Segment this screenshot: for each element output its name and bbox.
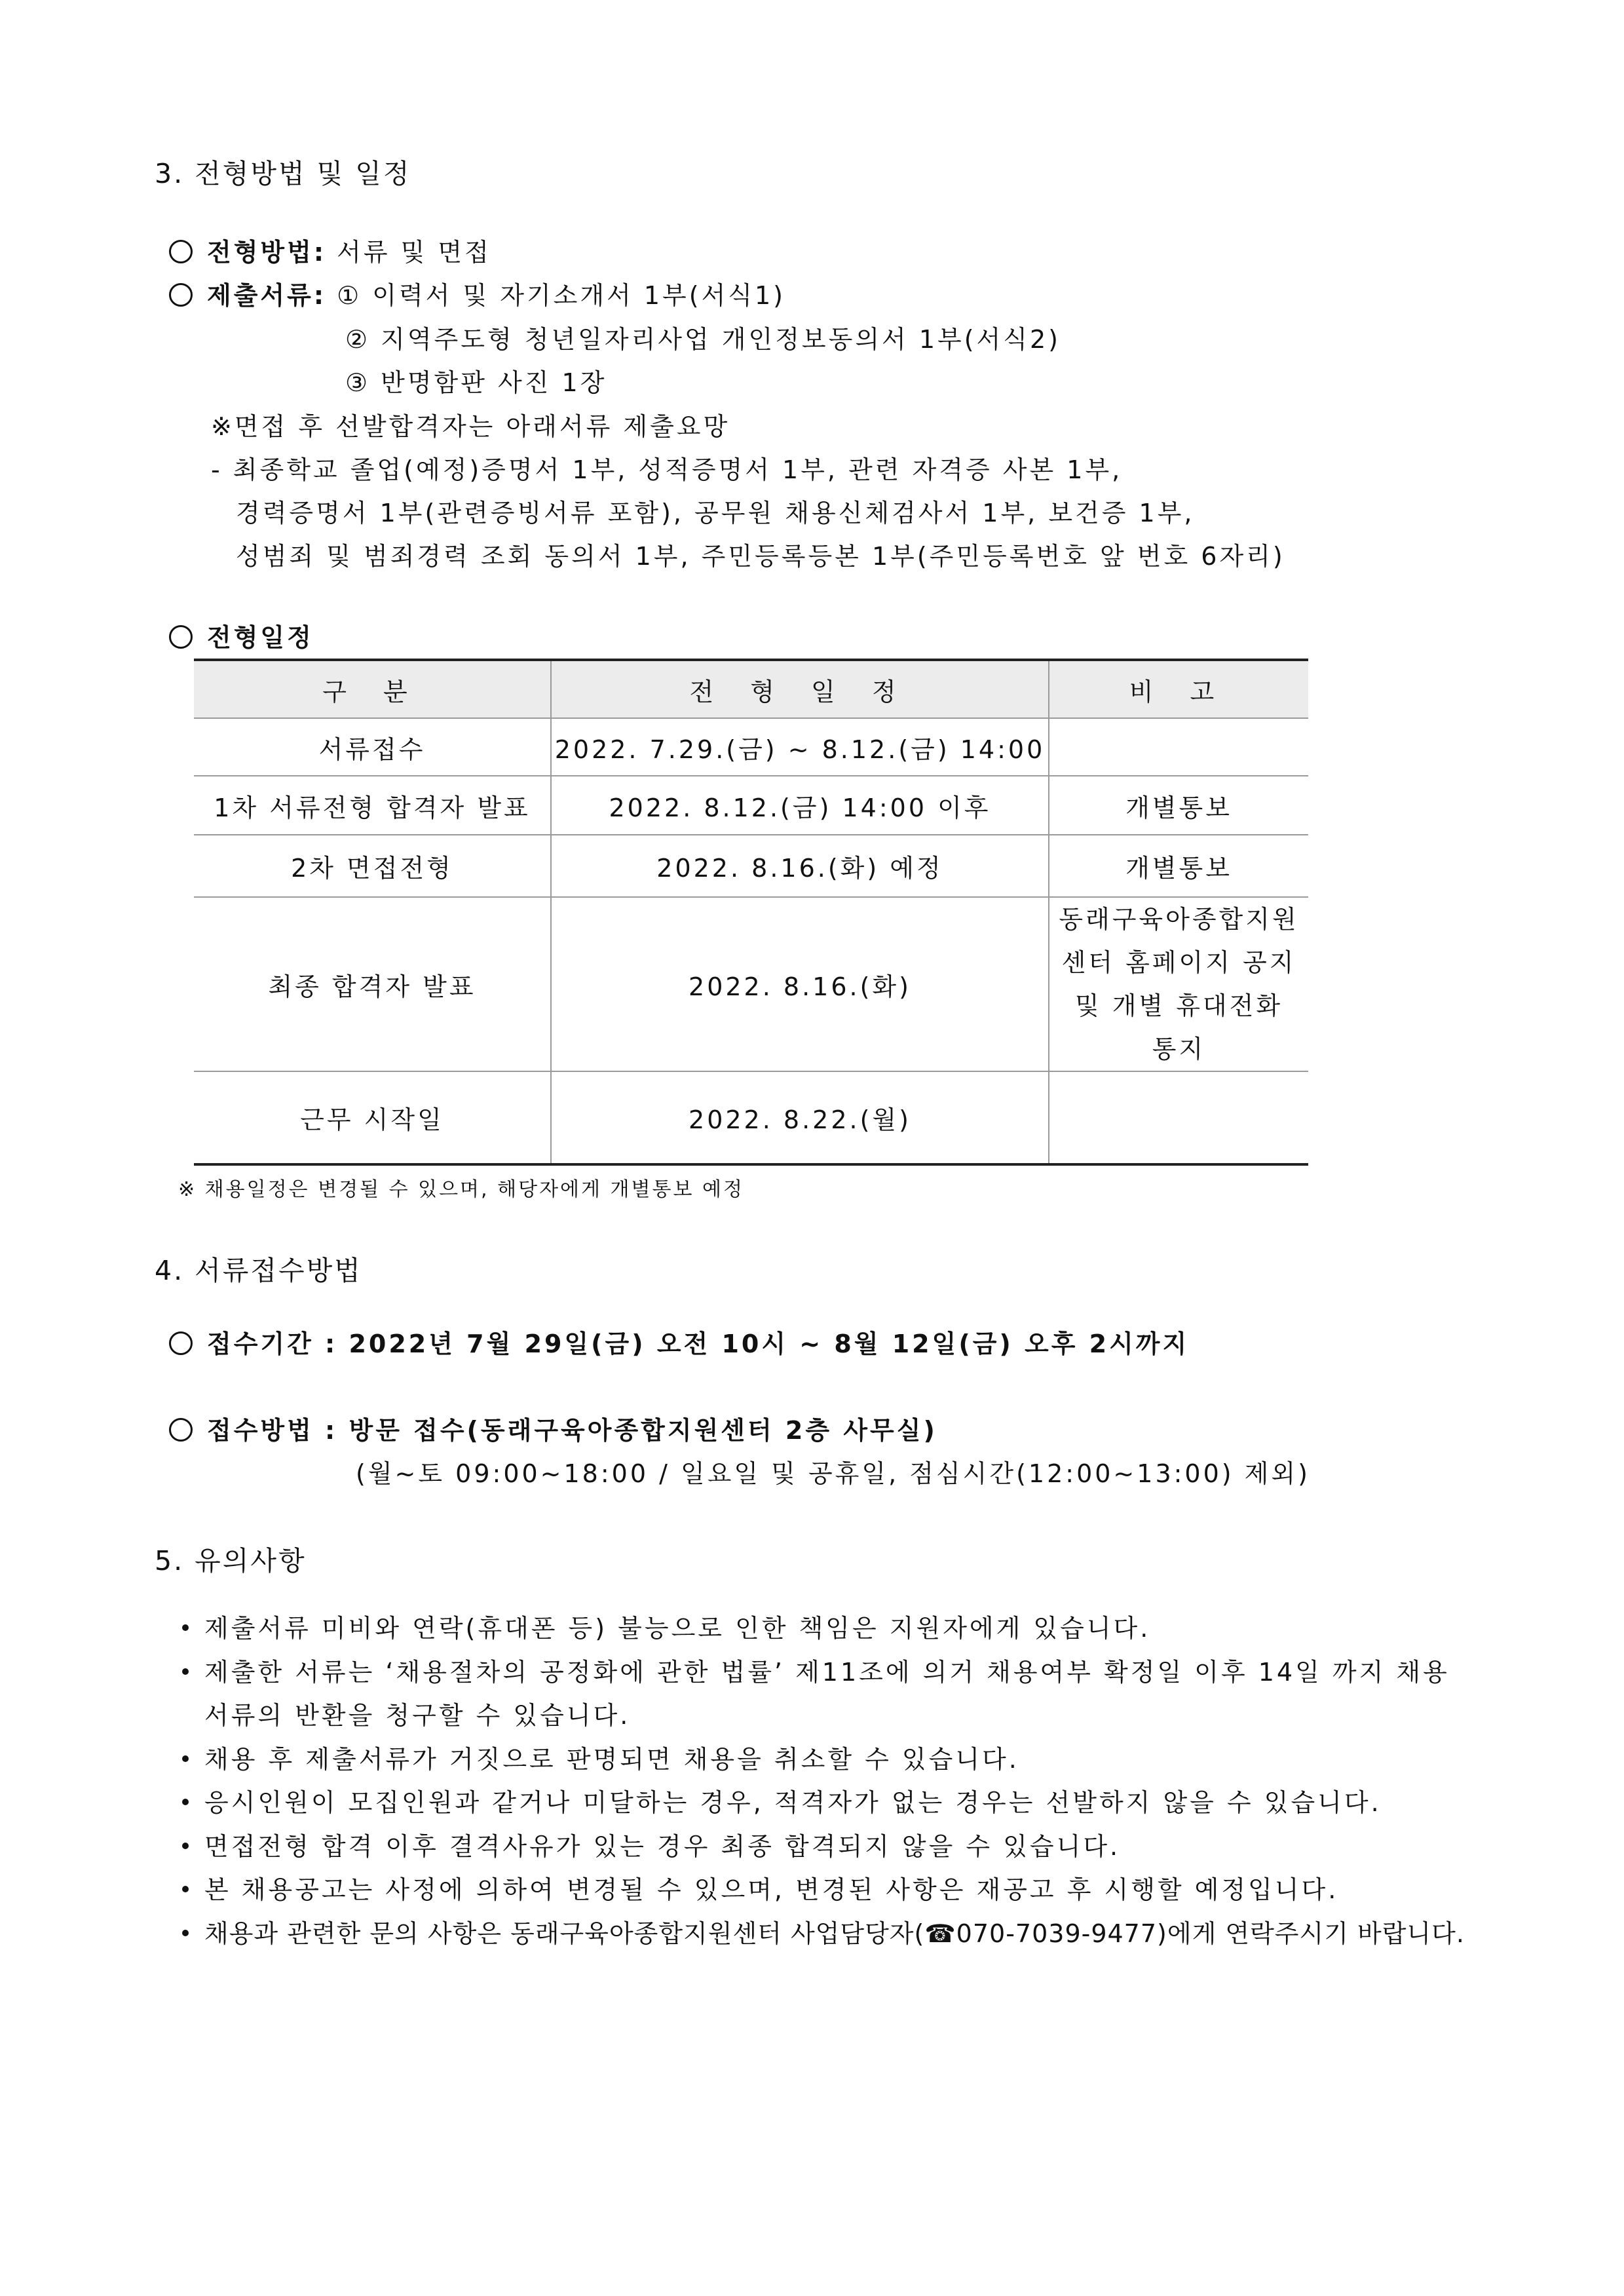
- circle-icon: [169, 240, 193, 263]
- receipt-method-sub: (월~토 09:00~18:00 / 일요일 및 공휴일, 점심시간(12:00~13:00) 제외): [356, 1459, 1310, 1488]
- table-header-row: [194, 660, 1308, 718]
- cell-note: [1049, 1071, 1308, 1164]
- cell-date: 2022. 8.22.(월): [551, 1071, 1049, 1164]
- after-docs-line-3: 성범죄 및 범죄경력 조회 동의서 1부, 주민등록등본 1부(주민등록번호 앞 번호 6자리): [236, 542, 1285, 571]
- receipt-method-text: 접수방법 : 방문 접수(동래구육아종합지원센터 2층 사무실): [207, 1416, 937, 1445]
- schedule-label: 전형일정: [207, 623, 314, 652]
- list-item-text: 제출서류 미비와 연락(휴대폰 등) 불능으로 인한 책임은 지원자에게 있습니다.: [204, 1614, 1151, 1643]
- cell-category: 2차 면접전형: [194, 835, 551, 897]
- circle-icon: [169, 283, 193, 307]
- list-item-text: 채용과 관련한 문의 사항은 동래구육아종합지원센터 사업담당자(☎070-7039-9477)에게 연락주시기 바랍니다.: [204, 1919, 1465, 1948]
- list-item-text: 채용 후 제출서류가 거짓으로 판명되면 채용을 취소할 수 있습니다.: [204, 1745, 1019, 1774]
- header-category: 구 분: [194, 660, 551, 718]
- method-value: 서류 및 면접: [337, 238, 491, 267]
- table-note: ※ 채용일정은 변경될 수 있으며, 해당자에게 개별통보 예정: [178, 1178, 744, 1201]
- cell-date: 2022. 8.16.(화): [551, 897, 1049, 1071]
- circle-icon: [169, 625, 193, 649]
- list-item-text: 본 채용공고는 사정에 의하여 변경될 수 있으며, 변경된 사항은 재공고 후 시행할 예정입니다.: [204, 1875, 1339, 1904]
- circle-icon: [169, 1418, 193, 1442]
- bullet-icon: [182, 1755, 189, 1762]
- table-row: [194, 897, 1308, 1071]
- cell-category: 1차 서류전형 합격자 발표: [194, 776, 551, 835]
- method-label: 전형방법:: [207, 238, 327, 267]
- after-docs-line-1: - 최종학교 졸업(예정)증명서 1부, 성적증명서 1부, 관련 자격증 사본 1부,: [211, 455, 1123, 484]
- bullet-icon: [182, 1930, 189, 1936]
- doc-item-2: ② 지역주도형 청년일자리사업 개인정보동의서 1부(서식2): [345, 325, 1061, 354]
- note-line: 동래구육아종합지원: [1059, 905, 1299, 934]
- bullet-icon: [182, 1624, 189, 1631]
- table-row: [194, 1071, 1308, 1164]
- section5-heading: 5. 유의사항: [155, 1545, 307, 1577]
- list-item: [182, 1652, 1450, 1688]
- bullet-icon: [182, 1843, 189, 1849]
- header-note: 비 고: [1049, 660, 1308, 718]
- section4-heading: 4. 서류접수방법: [155, 1255, 362, 1286]
- table-row: [194, 835, 1308, 897]
- list-item-text: 면접전형 합격 이후 결격사유가 있는 경우 최종 합격되지 않을 수 있습니다.: [204, 1832, 1121, 1861]
- period-text: 접수기간 : 2022년 7월 29일(금) 오전 10시 ~ 8월 12일(금) 오후 2시까지: [207, 1330, 1190, 1358]
- note-line: 및 개별 휴대전화: [1074, 991, 1283, 1020]
- cell-category: 근무 시작일: [194, 1071, 551, 1164]
- list-item: [182, 1869, 1338, 1905]
- cell-note: [1049, 897, 1308, 1071]
- cell-date: 2022. 8.16.(화) 예정: [551, 835, 1049, 897]
- note-line: 통지: [1152, 1035, 1206, 1063]
- bullet-icon: [182, 1668, 189, 1675]
- cell-date: 2022. 8.12.(금) 14:00 이후: [551, 776, 1049, 835]
- table-row: [194, 776, 1308, 835]
- list-item: [182, 1913, 1465, 1949]
- cell-category: 서류접수: [194, 718, 551, 776]
- list-item: [182, 1739, 1019, 1775]
- bullet-icon: [182, 1799, 189, 1805]
- cell-note: 개별통보: [1049, 776, 1308, 835]
- docs-label: 제출서류:: [207, 281, 327, 310]
- schedule-table: [194, 659, 1308, 1166]
- list-item-continuation: 서류의 반환을 청구할 수 있습니다.: [204, 1701, 631, 1730]
- receipt-method-line: [169, 1410, 937, 1446]
- period-line: [169, 1324, 1189, 1360]
- list-item: [182, 1608, 1150, 1644]
- table-row: [194, 718, 1308, 776]
- bullet-icon: [182, 1886, 189, 1892]
- list-item-text: 응시인원이 모집인원과 같거나 미달하는 경우, 적격자가 없는 경우는 선발하지 않을 수 있습니다.: [204, 1788, 1382, 1817]
- list-item: [182, 1782, 1382, 1818]
- list-item-text: 제출한 서류는 ‘채용절차의 공정화에 관한 법률’ 제11조에 의거 채용여부 확정일 이후 14일 까지 채용: [204, 1658, 1450, 1687]
- method-line: [169, 232, 491, 268]
- cell-note: 개별통보: [1049, 835, 1308, 897]
- doc-item-3: ③ 반명함판 사진 1장: [345, 368, 607, 397]
- list-item: [182, 1826, 1120, 1862]
- circle-icon: [169, 1331, 193, 1355]
- note-line: 센터 홈페이지 공지: [1061, 948, 1296, 977]
- cell-category: 최종 합격자 발표: [194, 897, 551, 1071]
- after-docs-line-2: 경력증명서 1부(관련증빙서류 포함), 공무원 채용신체검사서 1부, 보건증 1부,: [236, 499, 1195, 527]
- cell-note: [1049, 718, 1308, 776]
- schedule-line: [169, 617, 314, 653]
- cell-date: 2022. 7.29.(금) ~ 8.12.(금) 14:00: [551, 718, 1049, 776]
- docs-line: [169, 275, 785, 311]
- header-date: 전 형 일 정: [551, 660, 1049, 718]
- after-note: ※면접 후 선발합격자는 아래서류 제출요망: [211, 412, 730, 441]
- doc-item-1: ① 이력서 및 자기소개서 1부(서식1): [337, 281, 786, 310]
- section3-heading: 3. 전형방법 및 일정: [155, 158, 411, 189]
